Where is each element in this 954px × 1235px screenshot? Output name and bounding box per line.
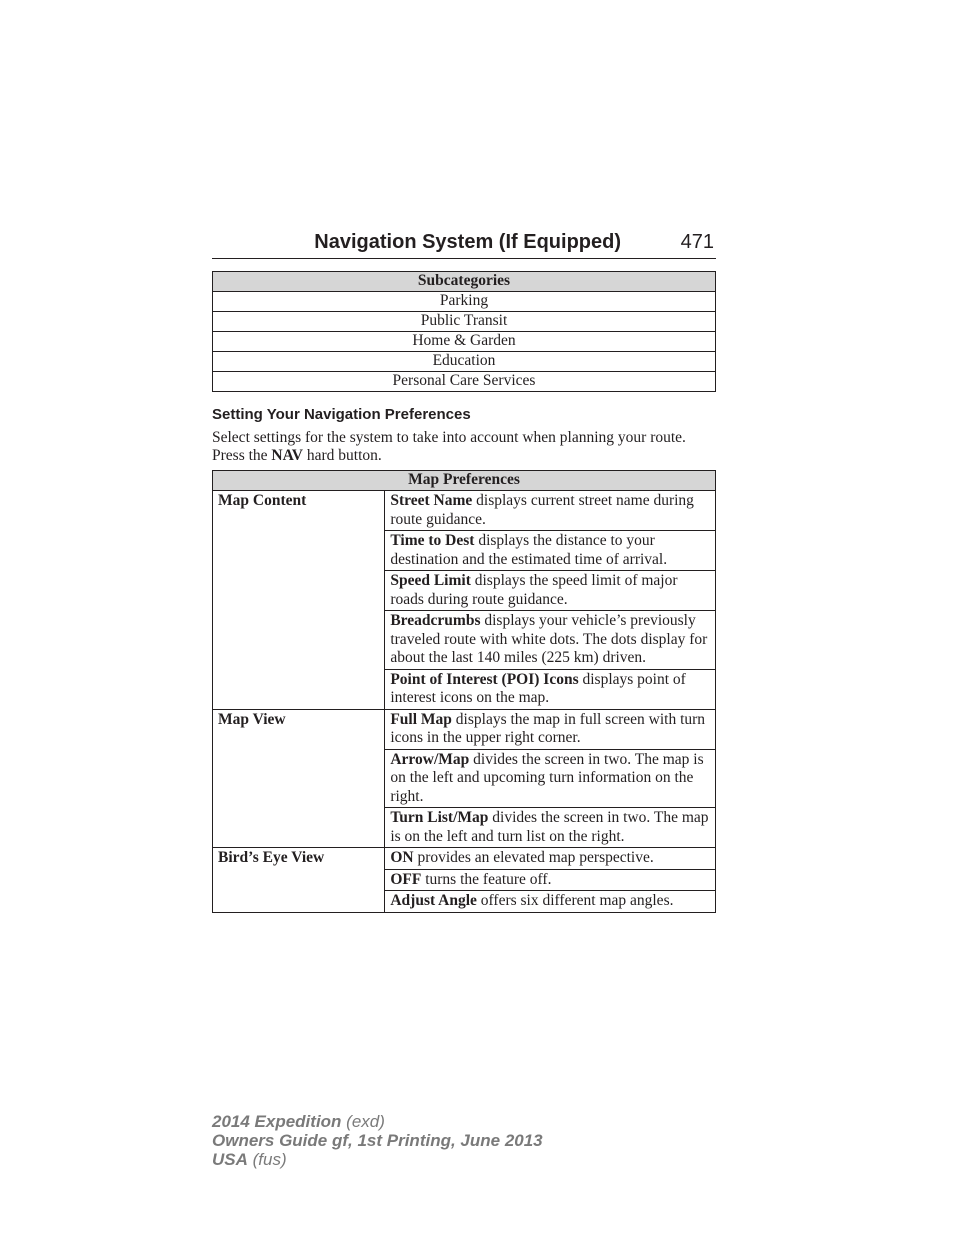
option-term: ON [390, 849, 414, 866]
option-cell [385, 709, 716, 749]
option-description: turns the feature off. [421, 870, 552, 888]
option-term: Point of Interest (POI) Icons [390, 670, 579, 688]
table-row [213, 352, 716, 372]
option-term: Breadcrumbs [390, 612, 481, 629]
option-description: divides the screen in two. The map is on the left and turn list on the right. [390, 809, 709, 845]
category-birds-eye-view: Bird’s Eye View [213, 848, 385, 913]
subcategory-cell: Education [213, 352, 716, 372]
table-header-row [213, 272, 716, 292]
table-header-row [213, 471, 716, 491]
footer-model: 2014 Expedition [212, 1112, 342, 1131]
option-cell [385, 848, 716, 870]
footer-model-code: (exd) [341, 1112, 385, 1131]
option-cell [385, 571, 716, 611]
page-number: 471 [680, 231, 714, 253]
subcategories-heading: Subcategories [213, 272, 716, 292]
table-row [213, 312, 716, 332]
section-heading: Setting Your Navigation Preferences [212, 406, 471, 423]
subcategory-cell: Parking [213, 292, 716, 312]
option-description: offers six different map angles. [476, 892, 674, 909]
page-footer [212, 1112, 543, 1169]
option-cell [385, 808, 716, 848]
option-term: Time to Dest [390, 532, 475, 549]
footer-market: USA [212, 1150, 248, 1169]
subcategory-cell: Public Transit [213, 312, 716, 332]
table-row [213, 848, 716, 870]
table-row [213, 292, 716, 312]
intro-text: Select settings for the system to take into account when planning your route. Press the [212, 429, 686, 464]
option-cell [385, 669, 716, 709]
option-cell [385, 531, 716, 571]
page-title: Navigation System (If Equipped) [314, 231, 621, 253]
option-cell [385, 611, 716, 670]
option-cell [385, 491, 716, 531]
option-term: OFF [390, 870, 422, 888]
option-cell [385, 749, 716, 808]
footer-line-model [212, 1112, 543, 1131]
option-cell [385, 891, 716, 913]
page-header [212, 228, 716, 259]
footer-guide: Owners Guide gf, 1st Printing, June 2013 [212, 1131, 543, 1150]
option-term: Adjust Angle [390, 892, 477, 909]
option-term: Arrow/Map [390, 750, 470, 768]
intro-text-end: hard button. [303, 447, 382, 464]
category-map-content: Map Content [213, 491, 385, 710]
option-description: displays the map in full screen with turn icons in the upper right corner. [390, 710, 706, 746]
subcategory-cell: Personal Care Services [213, 372, 716, 392]
option-description: displays the distance to your destination and the estimated time of arrival. [390, 532, 668, 568]
option-cell [385, 869, 716, 891]
table-row [213, 372, 716, 392]
intro-paragraph [212, 429, 716, 465]
nav-button-name: NAV [271, 447, 304, 464]
option-description: provides an elevated map perspective. [413, 849, 654, 866]
option-description: displays the speed limit of major roads during route guidance. [390, 572, 678, 608]
footer-market-code: (fus) [247, 1150, 287, 1169]
footer-line-market [212, 1150, 543, 1169]
option-term: Speed Limit [390, 572, 471, 589]
table-row [213, 332, 716, 352]
option-description: divides the screen in two. The map is on the left and upcoming turn information on the right. [390, 750, 704, 805]
option-term: Full Map [390, 710, 452, 728]
category-map-view: Map View [213, 709, 385, 848]
subcategory-cell: Home & Garden [213, 332, 716, 352]
option-description: displays point of interest icons on the map. [390, 670, 686, 706]
table-row [213, 491, 716, 531]
map-preferences-table [212, 470, 716, 913]
option-term: Turn List/Map [390, 809, 489, 826]
subcategories-table [212, 271, 716, 392]
table-row [213, 709, 716, 749]
option-term: Street Name [390, 492, 473, 509]
map-preferences-heading: Map Preferences [213, 471, 716, 491]
footer-line-guide [212, 1131, 543, 1150]
option-description: displays your vehicle’s previously traveled route with white dots. The dots display for about the last 140 miles (225 km) driven. [390, 612, 708, 666]
option-description: displays current street name during route guidance. [390, 492, 694, 528]
